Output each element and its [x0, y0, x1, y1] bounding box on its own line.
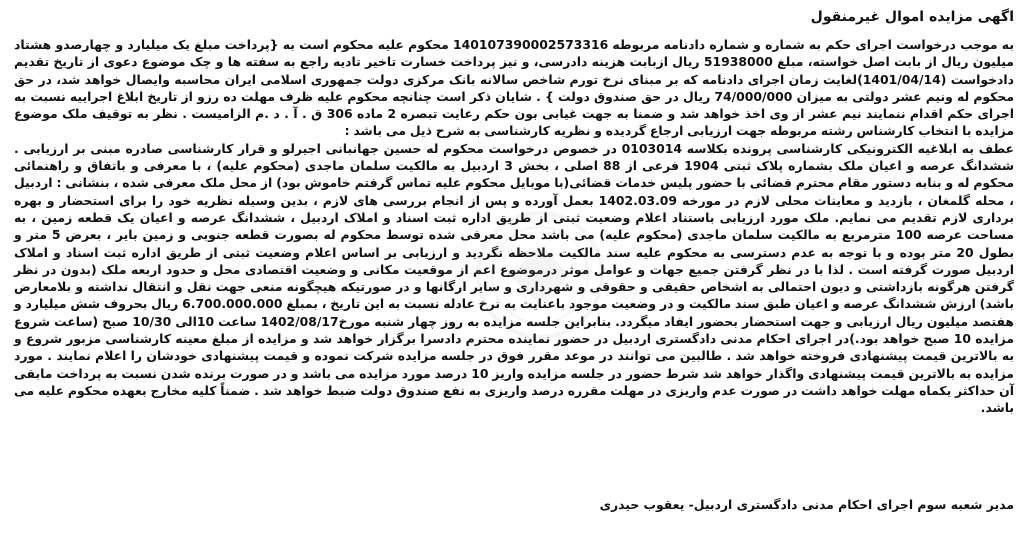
- notice-title: اگهی مزایده اموال غیرمنقول: [810, 9, 1014, 25]
- notice-paragraph-2: عطف به ابلاغیه الکترونیکی کارشناسی پرونده بکلاسه 0103014 در خصوص درخواست محکوم له حسین جهانبانی اجیرلو و قرار کارشناسی صادره مبنی بر ارزیابی . ششدانگ عرصه و اعیان ملک بشماره پلاک ثبتی 1904 فرعی از 88 اصلی ، بخش 3 اردبیل به مالکیت سلمان ماجدی (محکوم علیه) ، با معرفی و باتفاق و راهنمائی محکوم له و بنابه دستور مقام محترم قضائی با حضور پلیس خدمات قضائی(با موبایل محکوم علیه تماس گرفتم خاموش بود) از محل ملک معرفی شده ، بنشانی : اردبیل ، محله گلمغان ، بازدید و معاینات محلی لازم در مورخه 1402.03.09 بعمل آورده و پس از انجام بررسی های لازم ، بدین وسیله نظریه خود را برای استحضار و بهره برداری لازم تقدیم می نمایم. ملک مورد ارزیابی باستناد اعلام وضعیت ثبتی از طریق اداره ثبت اسناد و املاک اردبیل ، ششدانگ عرصه و اعیان یک قطعه زمین ، به مساحت عرصه 100 مترمربع به مالکیت سلمان ماجدی (محکوم علیه) می باشد محل معرفی شده توسط محکوم له بصورت قطعه جنوبی و زمین بایر ، بعرض 5 متر و بطول 20 متر بوده و با توجه به عدم دسترسی به محکوم علیه سند مالکیت ملاحظه نگردید و ارزیابی بر اساس اعلام وضعیت ثبتی از طریق اداره ثبت اسناد و املاک اردبیل صورت گرفته است . لذا با در نظر گرفتن جمیع جهات و عوامل موثر درموضوع اعم از موقعیت مکانی و وضعیت اقتصادی محل و حدود اربعه ملک (بدون در نظر گرفتن هرگونه بازداشتی و دیون احتمالی به اشخاص حقیقی و حقوقی و شهرداری و سایر ارگانها و در صورتیکه هیچگونه منعی جهت نقل و انتقال نداشته و بلامعارض باشد) ارزش ششدانگ عرصه و اعیان طبق سند مالکیت و در وضعیت موجود باعنایت به نرخ عادله نسبت به این تاریخ ، بمبلغ 6.700.000.000 ریال بحروف شش میلیارد و هفتصد میلیون ریال ارزیابی و جهت استحضار بحضور ایفاد میگردد. بنابراین جلسه مزایده به روز چهار شنبه مورخ1402/08/17 ساعت 10الی 10/30 صبح (ساعت شروع مزایده 10 صبح خواهد بود.)در اجرای احکام مدنی دادگستری اردبیل در حضور نماینده محترم دادسرا برگزار خواهد شد و مزایده از مبلغ معینه کارشناسی مزبور شروع و به بالاترین قیمت پیشنهادی فروخته خواهد شد . طالبین می توانند در موعد مقرر فوق در جلسه مزایده شرکت نموده و قیمت پیشنهادی خودشان را اعلام نمایند . مورد مزایده به بالاترین قیمت پیشنهادی واگذار خواهد شد شرط حضور در جلسه مزایده واریز 10 درصد مورد مزایده می باشد و در صورت برنده شدن نسبت به پرداخت مابقی آن حداکثر یکماه مهلت خواهد داشت در صورت عدم واریزی در مهلت مقرره درصد واریزی به نفع صندوق دولت ضبط خواهد شد . ضمناً کلیه مخارج بعهده محکوم علیه می باشد.: [14, 140, 1015, 416]
- signature-line: مدیر شعبه سوم اجرای احکام مدنی دادگستری اردبیل- یعقوب حیدری: [599, 497, 1014, 512]
- notice-body: [14, 36, 1014, 417]
- notice-paragraph-1: به موجب درخواست اجرای حکم به شماره و شماره دادنامه مربوطه 140107390002573316 محکوم علیه محکوم است به {پرداخت مبلغ یک میلیارد و چهارصدو هشتاد میلیون ریال از بابت اصل خواسته، مبلغ 51938000 ریال ازبابت هزینه دادرسی، و نیز پرداخت خسارت تاخیر تادیه راجع به سفته ها و چک موضوع دعوی از تاریخ تقدیم دادخواست (1401/04/14)لغایت زمان اجرای دادنامه که بر مبنای نرخ تورم شاخص سالانه بانک مرکزی دولت جمهوری اسلامی ایران محاسبه وایصال خواهد شد، در حق محکوم له ونیم عشر دولتی به میزان 74/000/000 ریال در حق صندوق دولت } . شایان ذکر است چنانچه محکوم علیه ظرف مهلت ده رزو از تاریخ ابلاغ اجراییه نسبت به اجرای حکم اقدام ننمایند نیم عشر از وی اخذ خواهد شد و ضمنا به جهت غیابی بون حکم رعایت تبصره 2 ماده 306 ق . آ . د .م الزامیست . نظر به توقیف ملک موضوع مزایده با انتخاب کارشناس رشته مربوطه جهت ارزیابی ارجاع گردیده و نظریه کارشناسی به شرح ذیل می باشد :: [14, 37, 1014, 139]
